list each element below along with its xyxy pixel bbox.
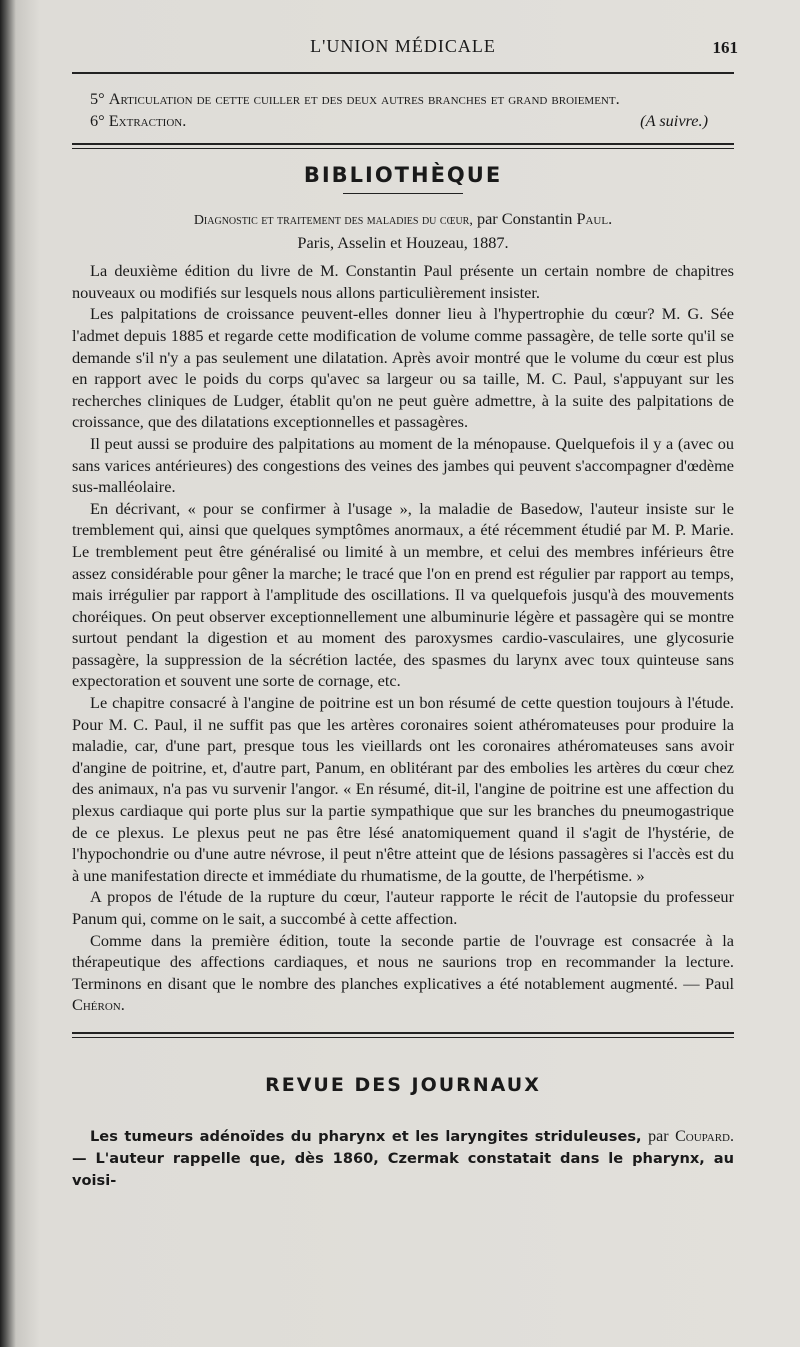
item-text: Articulation de cette cuiller et des deux autres branches et grand broiement. bbox=[108, 89, 620, 108]
review-paragraph: Les palpitations de croissance peuvent-elles donner lieu à l'hypertrophie du cœur? M. G. Sée l'admet depuis 1885 et regarde cette modification de volume comme passagère, de telle sorte qu'il se demande s'il n'y a pas seulement une dilatation. Après avoir montré que le volume du cœur est plus en rapport avec le poids du corps qu'avec sa largeur ou sa taille, M. C. Paul, s'appuyant sur les recherches cliniques de Ludger, établit qu'on ne peut guère admettre, à la suite des palpitations de croissance, que des dilatations exceptionnelles et passagères. bbox=[72, 304, 734, 432]
journal-article bbox=[72, 1126, 734, 1192]
article-text: — L'auteur rappelle que, dès 1860, Czermak constatait dans le pharynx, au voisi- bbox=[72, 1149, 734, 1189]
review-paragraph-last bbox=[72, 930, 734, 1016]
book-author: Paul. bbox=[576, 209, 613, 229]
item-text: Extraction. bbox=[108, 110, 187, 130]
article-author: Coupard. bbox=[675, 1127, 734, 1145]
section-title-bibliotheque: BIBLIOTHÈQUE bbox=[303, 163, 503, 188]
to-follow-note: (A suivre.) bbox=[640, 110, 708, 130]
item-number: 6° bbox=[90, 110, 105, 130]
book-author-prefix: par Constantin bbox=[476, 209, 573, 229]
review-paragraph: Le chapitre consacré à l'angine de poitrine est un bon résumé de cette question toujours à l'étude. Pour M. C. Paul, il ne suffit pas que les artères coronaires soient athéromateuses pour produire la maladie, car, d'une part, presque tous les vieillards ont les coronaires athéromateuses sans avoir d'angine de poitrine, et, d'autre part, Panum, en oblitérant par des embolies les artères du cœur chez des animaux, n'a pas vu survenir l'angor. « En résumé, dit-il, l'angine de poitrine est une affection du plexus cardiaque qui porte plus sur la partie sympathique que sur les branches du pneumogastrique de ce plexus. Le plexus peut ne pas être lésé anatomiquement quand il s'agit de l'hystérie, de l'hypochondrie ou d'une autre névrose, il peut n'être atteint que de lésions passagères si l'accès est du à une manifestation directe et immédiate du rhumatisme, de la goutte, de l'herpétisme. » bbox=[72, 693, 734, 885]
reference-line-2: Paris, Asselin et Houzeau, 1887. bbox=[297, 233, 509, 253]
review-paragraph: Il peut aussi se produire des palpitations au moment de la ménopause. Quelquefois il y a (avec ou sans varices antérieures) des congestions des veines des jambes qui peuvent s'accompagner d'œdème sus-malléolaire. bbox=[72, 433, 734, 497]
page-body bbox=[72, 30, 738, 1192]
contents-item-6 bbox=[72, 110, 734, 132]
article-title: Les tumeurs adénoïdes du pharynx et les laryngites striduleuses, bbox=[90, 1127, 642, 1145]
page-number: 161 bbox=[712, 38, 738, 57]
review-paragraph: En décrivant, « pour se confirmer à l'usage », la maladie de Basedow, l'auteur insiste sur le tremblement qui, ainsi que quelques symptômes anormaux, a été récemment étudié par M. P. Marie. Le tremblement peut être généralisé ou limité à un membre, et celui des membres inférieurs être assez considérable pour gêner la marche; le tracé que l'on en prend est régulier par rapport au temps, mais irrégulier par rapport à l'amplitude des oscillations. Il va quelquefois jusqu'à des mouvements choréiques. On peut observer exceptionnellement une albuminurie légère et passagère qui se montre surtout pendant la digestion et au moment des paroxysmes cardio-vasculaires, une glycosurie passagère, la suppression de la sécrétion lactée, des spasmes du larynx avec toux quinteuse sans expectoration et souvent une sorte de cornage, etc. bbox=[72, 498, 734, 691]
review-paragraph: La deuxième édition du livre de M. Constantin Paul présente un certain nombre de chapitres nouveaux ou modifiés sur lesquels nous allons particulièrement insister. bbox=[72, 261, 734, 302]
article-by: par bbox=[648, 1127, 669, 1145]
item-number: 5° bbox=[90, 89, 105, 108]
review-body bbox=[72, 260, 734, 1016]
signature-prefix: Paul bbox=[705, 973, 734, 993]
signature: Chéron. bbox=[72, 995, 125, 1015]
running-title: L'UNION MÉDICALE bbox=[310, 36, 496, 56]
contents-item-5 bbox=[72, 88, 734, 110]
review-paragraph: A propos de l'étude de la rupture du cœur, l'auteur rapporte le récit de l'autopsie du professeur Panum qui, comme on le sait, a succombé à cette affection. bbox=[72, 887, 734, 928]
section-title-revue: REVUE DES JOURNAUX bbox=[265, 1073, 541, 1096]
running-head bbox=[72, 30, 738, 66]
book-title: Diagnostic et traitement des maladies du cœur, bbox=[193, 213, 473, 229]
review-paragraph-text: Comme dans la première édition, toute la seconde partie de l'ouvrage est consacrée à la thérapeutique des affections cardiaques, et nous ne saurions trop en recommander la lecture. Terminons en disant que le nombre des planches explicatives a été notablement augmenté. — bbox=[72, 930, 734, 993]
book-reference bbox=[72, 208, 734, 254]
reference-line-1 bbox=[72, 208, 734, 232]
